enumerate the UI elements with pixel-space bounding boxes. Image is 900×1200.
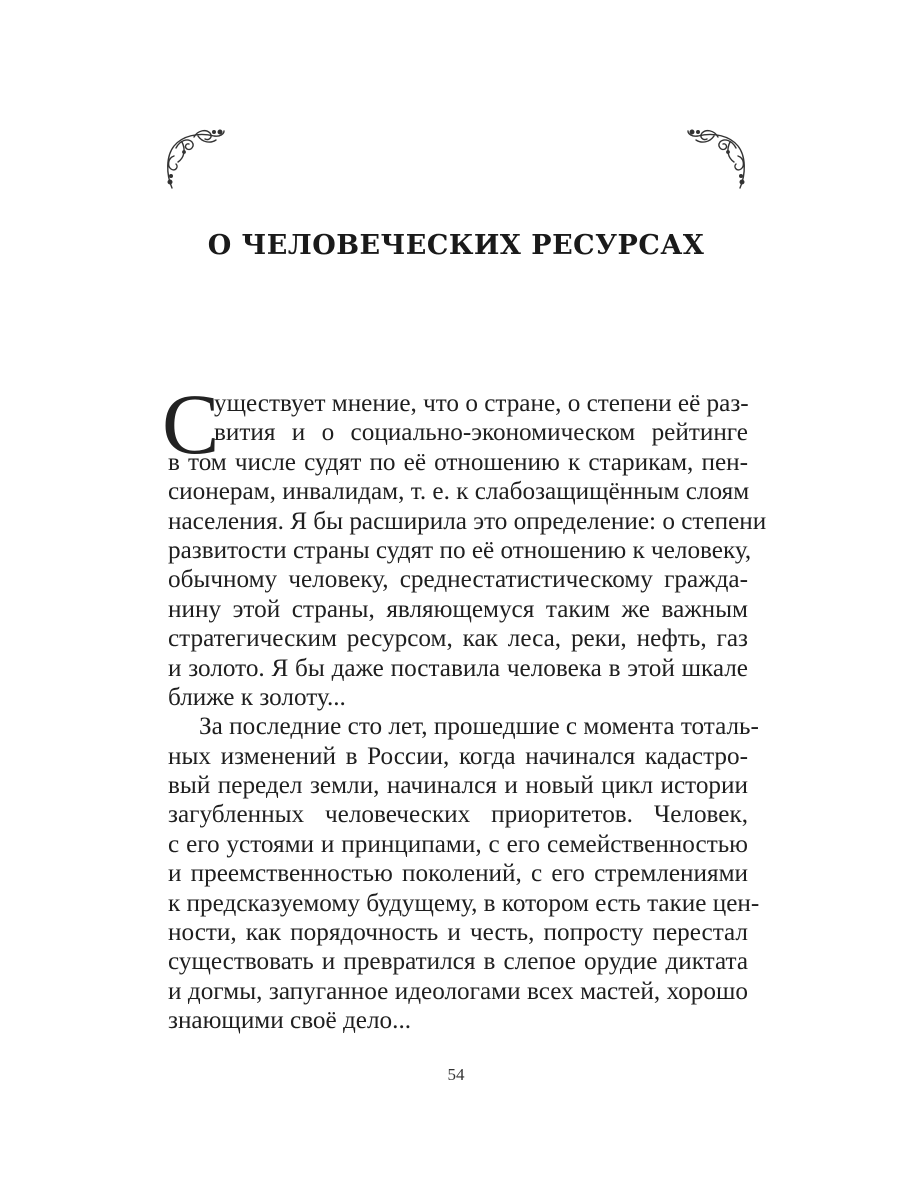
text-line: развитости страны судят по её отношению к человеку, xyxy=(168,536,752,564)
text-line: к предсказуемому будущему, в котором есть такие цен- xyxy=(168,889,760,917)
corner-flourish-icon xyxy=(162,126,228,194)
text-line: вития и о социально-экономическом рейтинге xyxy=(214,419,748,447)
chapter-title: О ЧЕЛОВЕЧЕСКИХ РЕСУРСАХ xyxy=(207,230,705,262)
text-line: населения. Я бы расширила это определение: о степени xyxy=(168,507,767,535)
text-line: и золото. Я бы даже поставила человека в этой шкале xyxy=(168,654,748,682)
text-line: ности, как порядочность и честь, попросту перестал xyxy=(168,919,748,947)
text-line: ных изменений в России, когда начинался кадастро- xyxy=(168,742,748,770)
text-line: с его устоями и принципами, с его семейственностью xyxy=(168,830,748,858)
text-line: и преемственностью поколений, с его стремлениями xyxy=(168,860,748,888)
text-line: уществует мнение, что о стране, о степени её раз- xyxy=(214,390,749,417)
text-line: стратегическим ресурсом, как леса, реки, нефть, газ xyxy=(168,625,748,653)
text-line: в том числе судят по её отношению к старикам, пен- xyxy=(168,448,748,476)
text-line: нину этой страны, являющемуся таким же важным xyxy=(168,595,748,623)
text-line: загубленных человеческих приоритетов. Человек, xyxy=(168,801,748,829)
corner-flourish-icon xyxy=(684,126,750,194)
text-line: обычному человеку, среднестатистическому гражда- xyxy=(168,566,748,594)
text-line: ближе к золоту... xyxy=(168,683,346,711)
page-number: 54 xyxy=(447,1065,465,1084)
body-text xyxy=(162,376,767,1036)
text-line: и догмы, запуганное идеологами всех мастей, хорошо xyxy=(168,977,748,1005)
text-line: За последние сто лет, прошедшие с момента тоталь- xyxy=(199,713,759,741)
text-line: вый передел земли, начинался и новый цикл истории xyxy=(168,772,748,800)
text-line: сионерам, инвалидам, т. е. к слабозащищённым слоям xyxy=(168,478,750,506)
drop-cap: С xyxy=(162,376,220,472)
text-line: существовать и превратился в слепое орудие диктата xyxy=(168,948,748,976)
text-line: знающими своё дело... xyxy=(168,1007,412,1035)
